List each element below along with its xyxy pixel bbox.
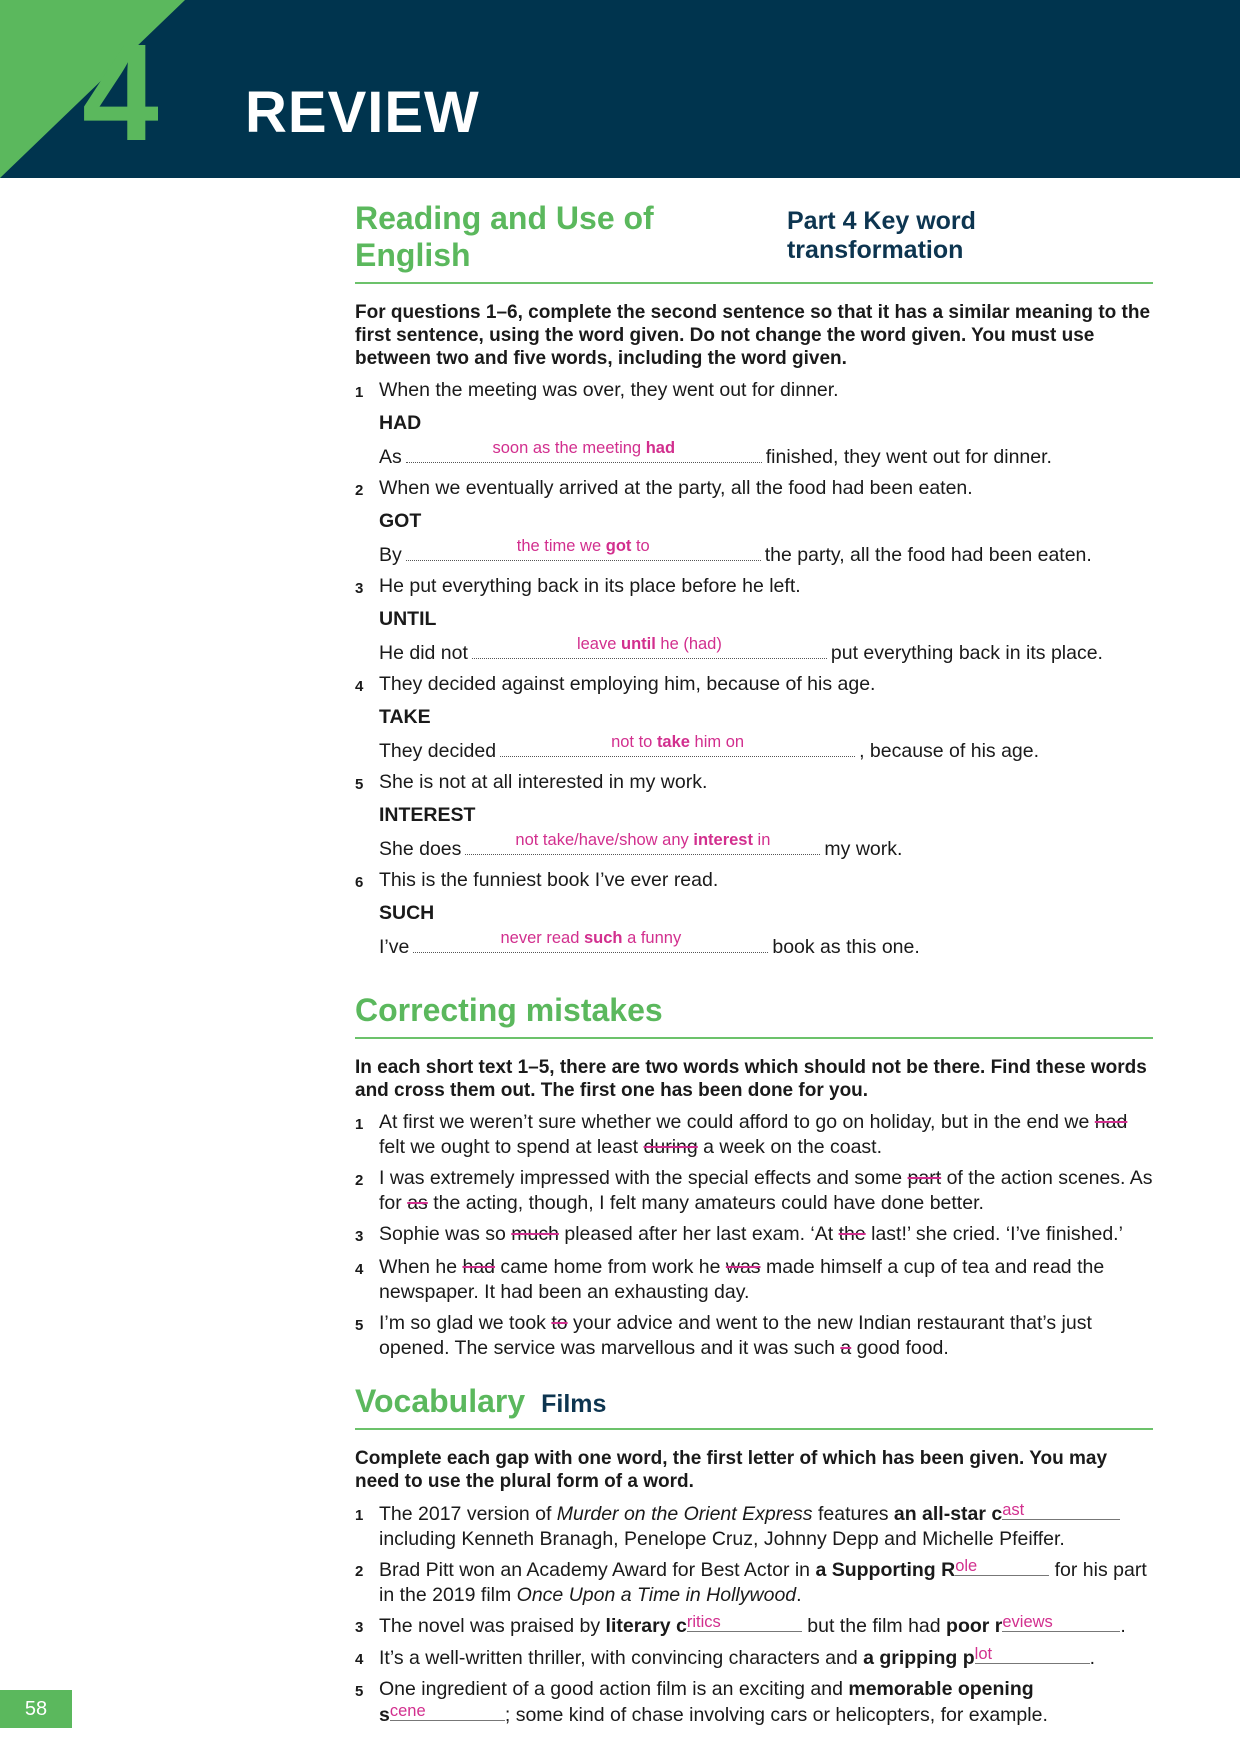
question-number: 1	[355, 384, 364, 401]
question-item	[355, 868, 1153, 895]
text-number: 1	[355, 1116, 364, 1133]
question-sentence: She is not at all interested in my work.	[379, 771, 708, 793]
question-number: 5	[355, 776, 364, 793]
transformation-line: As soon as the meeting had finished, they went out for dinner.	[379, 439, 1052, 468]
crossed-out-word[interactable]: had	[462, 1256, 496, 1278]
question-item	[355, 476, 1153, 503]
question-number: 3	[355, 580, 364, 597]
transformation-line: He did not leave until he (had) put everything back in its place.	[379, 635, 1103, 664]
text-item: 2 I was extremely impressed with the special effects and some part of the action scenes. As for as the acting, though, I felt many amateurs could have done better.	[355, 1167, 1153, 1214]
answer-gap[interactable]: the time we got to	[406, 540, 761, 561]
unit-header	[0, 0, 1240, 178]
section-heading-vocabulary	[355, 1383, 1153, 1430]
crossed-out-word[interactable]: was	[725, 1256, 761, 1278]
answer-gap[interactable]: lot	[975, 1645, 1090, 1664]
text-item: 4 When he had came home from work he was made himself a cup of tea and read the newspaper. It had been an exhausting day.	[355, 1256, 1105, 1303]
page-content	[355, 200, 1153, 1733]
text-number: 4	[355, 1261, 364, 1278]
list-item: 1 The 2017 version of Murder on the Orient Express features an all-star c ast including Kenneth Branagh, Penelope Cruz, Johnny Depp and Michelle Pfeiffer.	[355, 1501, 1153, 1552]
answer-gap[interactable]: eviews	[1002, 1613, 1120, 1632]
section-title: Correcting mistakes	[355, 992, 663, 1028]
section-title: Vocabulary	[355, 1383, 526, 1419]
section-title: Reading and Use of English	[355, 200, 654, 273]
question-sentence: When the meeting was over, they went out for dinner.	[379, 379, 839, 401]
answer-gap[interactable]: not to take him on	[500, 736, 855, 757]
answer-gap[interactable]: ast	[1002, 1501, 1120, 1520]
question-item	[355, 378, 1153, 405]
crossed-out-word[interactable]: during	[643, 1136, 698, 1158]
key-word: TAKE	[379, 706, 431, 728]
text-number: 2	[355, 1172, 364, 1189]
answer-gap[interactable]: cene	[390, 1702, 505, 1721]
crossed-out-word[interactable]: had	[1094, 1111, 1128, 1133]
question-sentence: They decided against employing him, because of his age.	[379, 673, 876, 695]
crossed-out-word[interactable]: much	[511, 1223, 559, 1245]
instruction: For questions 1–6, complete the second sentence so that it has a similar meaning to the first sentence, using the word given. Do not change the word given. You must use between two and five words, including the word given.	[355, 302, 1151, 369]
crossed-out-word[interactable]: to	[551, 1312, 568, 1334]
question-sentence: This is the funniest book I’ve ever read.	[379, 869, 719, 891]
answer-gap[interactable]: leave until he (had)	[472, 638, 827, 659]
key-word: HAD	[379, 412, 422, 434]
question-item	[355, 672, 1153, 699]
question-number: 6	[355, 874, 364, 891]
instruction: Complete each gap with one word, the first letter of which has been given. You may need to use the plural form of a word.	[355, 1448, 1108, 1492]
list-item: 2 Brad Pitt won an Academy Award for Best Actor in a Supporting R ole for his part in the 2019 film Once Upon a Time in Hollywood.	[355, 1557, 1147, 1606]
answer-gap[interactable]: ritics	[687, 1613, 802, 1632]
question-sentence: When we eventually arrived at the party, all the food had been eaten.	[379, 477, 973, 499]
answer-gap[interactable]: never read such a funny	[413, 932, 768, 953]
key-word: GOT	[379, 510, 422, 532]
text-item: 3 Sophie was so much pleased after her last exam. ‘At the last!’ she cried. ‘I’ve finished.’	[355, 1222, 1153, 1249]
answer-gap[interactable]: not take/have/show any interest in	[465, 834, 820, 855]
question-number: 2	[355, 482, 364, 499]
key-word: INTEREST	[379, 804, 476, 826]
crossed-out-word[interactable]: as	[407, 1192, 428, 1214]
transformation-line: By the time we got to the party, all the food had been eaten.	[379, 537, 1092, 566]
question-item	[355, 770, 1153, 797]
answer-gap[interactable]: ole	[955, 1557, 1049, 1576]
question-number: 4	[355, 678, 364, 695]
key-word: UNTIL	[379, 608, 437, 630]
section-heading-reading	[355, 200, 1153, 284]
instruction: In each short text 1–5, there are two words which should not be there. Find these words and cross them out. The first one has been done for you.	[355, 1057, 1147, 1101]
text-number: 5	[355, 1317, 364, 1334]
transformation-line: I’ve never read such a funny book as this one.	[379, 929, 920, 958]
unit-title: REVIEW	[245, 80, 480, 145]
section-subtitle: Part 4 Key word transformation	[786, 207, 976, 264]
crossed-out-word[interactable]: a	[840, 1337, 852, 1359]
section-subtitle: Films	[541, 1390, 607, 1418]
crossed-out-word[interactable]: part	[907, 1167, 942, 1189]
question-item	[355, 574, 1153, 601]
page-number: 58	[0, 1690, 72, 1728]
list-item: 5 One ingredient of a good action film is an exciting and memorable opening s cene ; some kind of chase involving cars or helicopters, for example.	[355, 1678, 1048, 1726]
unit-number: 4	[82, 16, 159, 170]
crossed-out-word[interactable]: the	[838, 1223, 866, 1245]
text-item: 1 At first we weren’t sure whether we could afford to go on holiday, but in the end we had felt we ought to spend at least during a week on the coast.	[355, 1111, 1128, 1158]
transformation-line: She does not take/have/show any interest in my work.	[379, 831, 903, 860]
question-sentence: He put everything back in its place before he left.	[379, 575, 801, 597]
text-number: 3	[355, 1228, 364, 1245]
list-item: 4 It’s a well-written thriller, with convincing characters and a gripping p lot .	[355, 1645, 1096, 1669]
list-item: 3 The novel was praised by literary c ritics but the film had poor r eviews .	[355, 1613, 1126, 1637]
key-word: SUCH	[379, 902, 435, 924]
answer-gap[interactable]: soon as the meeting had	[406, 442, 762, 463]
text-item: 5 I’m so glad we took to your advice and went to the new Indian restaurant that’s just opened. The service was marvellous and it was such a good food.	[355, 1312, 1092, 1359]
section-heading-correcting	[355, 992, 1153, 1039]
transformation-line: They decided not to take him on , because of his age.	[379, 733, 1040, 762]
